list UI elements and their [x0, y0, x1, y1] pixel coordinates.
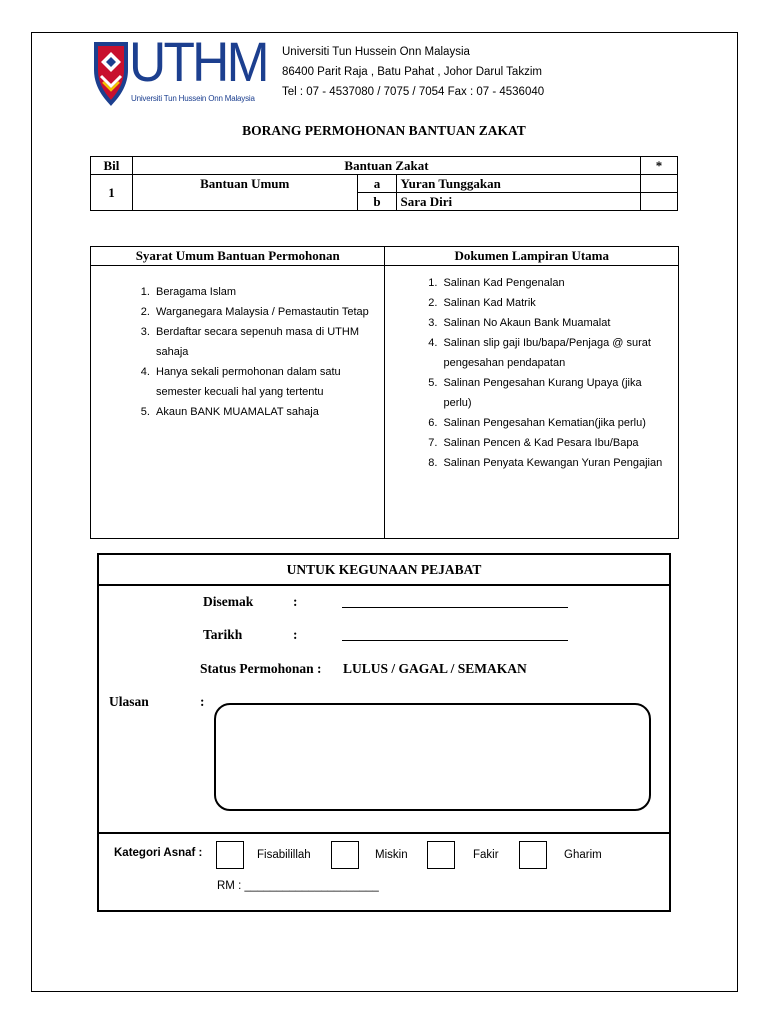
gharim-label: Gharim	[564, 849, 602, 861]
miskin-label: Miskin	[375, 849, 408, 861]
bil-cell: 1	[91, 175, 133, 211]
list-item: 4. Salinan slip gaji Ibu/bapa/Penjaga @ surat pengesahan pendapatan	[440, 333, 670, 373]
ulasan-textbox[interactable]	[214, 703, 651, 811]
ulasan-colon: :	[200, 694, 205, 709]
category-cell: Bantuan Umum	[132, 175, 357, 211]
conditions-cell	[91, 266, 385, 539]
rm-amount-field[interactable]: RM : _____________________	[217, 880, 379, 892]
zakat-type-table	[90, 156, 678, 211]
miskin-checkbox[interactable]	[331, 841, 359, 869]
documents-cell	[385, 266, 679, 539]
list-item: 6. Salinan Pengesahan Kematian(jika perlu)	[440, 413, 670, 433]
list-item: 1. Beragama Islam	[153, 282, 376, 302]
logo-subtext: Universiti Tun Hussein Onn Malaysia	[131, 94, 255, 103]
list-item: 2. Warganegara Malaysia / Pemastautin Tetap	[153, 302, 376, 322]
status-options[interactable]: LULUS / GAGAL / SEMAKAN	[343, 661, 527, 676]
item-label: Yuran Tunggakan	[397, 175, 641, 193]
asnaf-divider	[99, 832, 669, 834]
item-check-cell[interactable]	[641, 193, 678, 211]
list-item: 5. Salinan Pengesahan Kurang Upaya (jika perlu)	[440, 373, 670, 413]
requirements-table	[90, 246, 679, 539]
list-item: 3. Berdaftar secara sepenuh masa di UTHM sahaja	[153, 322, 376, 362]
logo-wordmark: UTHM	[129, 30, 267, 93]
item-label: Sara Diri	[397, 193, 641, 211]
disemak-label: Disemak	[203, 594, 254, 609]
table-row	[91, 175, 678, 193]
conditions-list	[91, 266, 384, 422]
disemak-field[interactable]	[342, 607, 568, 608]
form-title: BORANG PERMOHONAN BANTUAN ZAKAT	[242, 123, 526, 138]
address-line-3: Tel : 07 - 4537080 / 7075 / 7054 Fax : 07 - 4536040	[282, 86, 545, 98]
fakir-label: Fakir	[473, 849, 499, 861]
fisabilillah-checkbox[interactable]	[216, 841, 244, 869]
list-item: 2. Salinan Kad Matrik	[440, 293, 670, 313]
asnaf-label: Kategori Asnaf :	[114, 847, 203, 859]
status-label: Status Permohonan :	[200, 661, 322, 676]
mark-header: *	[641, 157, 678, 175]
list-item: 4. Hanya sekali permohonan dalam satu semester kecuali hal yang tertentu	[153, 362, 376, 402]
ulasan-label: Ulasan	[109, 694, 149, 709]
list-item: 3. Salinan No Akaun Bank Muamalat	[440, 313, 670, 333]
tarikh-field[interactable]	[342, 640, 568, 641]
list-item: 1. Salinan Kad Pengenalan	[440, 273, 670, 293]
conditions-header: Syarat Umum Bantuan Permohonan	[91, 247, 385, 266]
tarikh-colon: :	[293, 627, 298, 642]
list-item: 5. Akaun BANK MUAMALAT sahaja	[153, 402, 376, 422]
item-code: a	[357, 175, 397, 193]
bil-header: Bil	[91, 157, 133, 175]
tarikh-label: Tarikh	[203, 627, 243, 642]
disemak-colon: :	[293, 594, 298, 609]
address-line-2: 86400 Parit Raja , Batu Pahat , Johor Darul Takzim	[282, 66, 542, 78]
list-item: 8. Salinan Penyata Kewangan Yuran Pengajian	[440, 453, 670, 473]
fisabilillah-label: Fisabilillah	[257, 849, 311, 861]
documents-header: Dokumen Lampiran Utama	[385, 247, 679, 266]
item-check-cell[interactable]	[641, 175, 678, 193]
fakir-checkbox[interactable]	[427, 841, 455, 869]
university-address	[282, 42, 544, 102]
table-header-row	[91, 157, 678, 175]
office-use-title: UNTUK KEGUNAAN PEJABAT	[99, 555, 669, 586]
gharim-checkbox[interactable]	[519, 841, 547, 869]
item-code: b	[357, 193, 397, 211]
documents-list	[385, 266, 678, 473]
list-item: 7. Salinan Pencen & Kad Pesara Ibu/Bapa	[440, 433, 670, 453]
bantuan-zakat-header: Bantuan Zakat	[132, 157, 640, 175]
address-line-1: Universiti Tun Hussein Onn Malaysia	[282, 46, 470, 58]
office-use-section	[97, 553, 671, 912]
